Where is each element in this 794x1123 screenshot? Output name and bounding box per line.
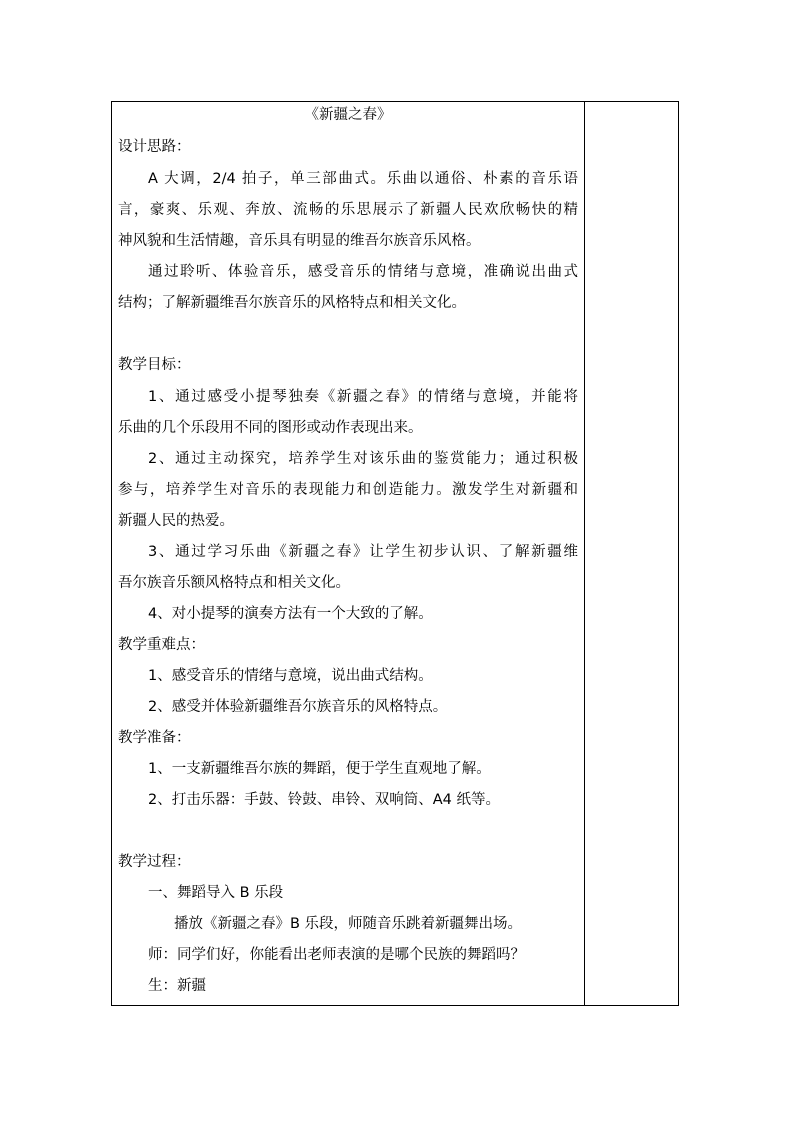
process-step: 一、舞蹈导入 B 乐段: [148, 885, 284, 901]
goal-line: 3、通过学习乐曲《新疆之春》让学生初步认识、了解新疆维: [148, 544, 578, 560]
design-paragraph-line: 通过聆听、体验音乐，感受音乐的情绪与意境，准确说出曲式: [148, 264, 578, 280]
goal-line: 吾尔族音乐额风格特点和相关文化。: [118, 575, 350, 591]
goal-line: 2、通过主动探究，培养学生对该乐曲的鉴赏能力；通过积极: [148, 451, 578, 467]
design-paragraph-line: A 大调，2/4 拍子，单三部曲式。乐曲以通俗、朴素的音乐语: [148, 171, 578, 187]
design-paragraph-line: 言，豪爽、乐观、奔放、流畅的乐思展示了新疆人民欢欣畅快的精: [118, 202, 578, 218]
preparation-line: 1、一支新疆维吾尔族的舞蹈，便于学生直观地了解。: [148, 761, 491, 777]
table-column-divider: [584, 101, 585, 1006]
process-heading: 教学过程：: [118, 854, 191, 870]
goal-line: 参与，培养学生对音乐的表现能力和创造能力。激发学生对新疆和: [118, 482, 578, 498]
keypoint-line: 1、感受音乐的情绪与意境，说出曲式结构。: [148, 668, 433, 684]
preparation-line: 2、打击乐器：手鼓、铃鼓、串铃、双响筒、A4 纸等。: [148, 792, 500, 808]
goal-line: 1、通过感受小提琴独奏《新疆之春》的情绪与意境，并能将: [148, 389, 578, 405]
design-paragraph-line: 神风貌和生活情趣，音乐具有明显的维吾尔族音乐风格。: [118, 233, 481, 249]
document-title: 《新疆之春》: [304, 107, 392, 123]
goals-heading: 教学目标：: [118, 357, 191, 373]
dialogue-line: 师：同学们好，你能看出老师表演的是哪个民族的舞蹈吗？: [148, 947, 525, 963]
keypoints-heading: 教学重难点：: [118, 637, 205, 653]
preparation-heading: 教学准备：: [118, 730, 191, 746]
design-paragraph-line: 结构；了解新疆维吾尔族音乐的风格特点和相关文化。: [118, 295, 466, 311]
goal-line: 4、对小提琴的演奏方法有一个大致的了解。: [148, 606, 433, 622]
process-line: 播放《新疆之春》B 乐段，师随音乐跳着新疆舞出场。: [174, 916, 523, 932]
goal-line: 乐曲的几个乐段用不同的图形或动作表现出来。: [118, 420, 423, 436]
goal-line: 新疆人民的热爱。: [118, 513, 234, 529]
dialogue-line: 生：新疆: [148, 978, 206, 994]
design-heading: 设计思路：: [118, 139, 191, 155]
keypoint-line: 2、感受并体验新疆维吾尔族音乐的风格特点。: [148, 699, 448, 715]
